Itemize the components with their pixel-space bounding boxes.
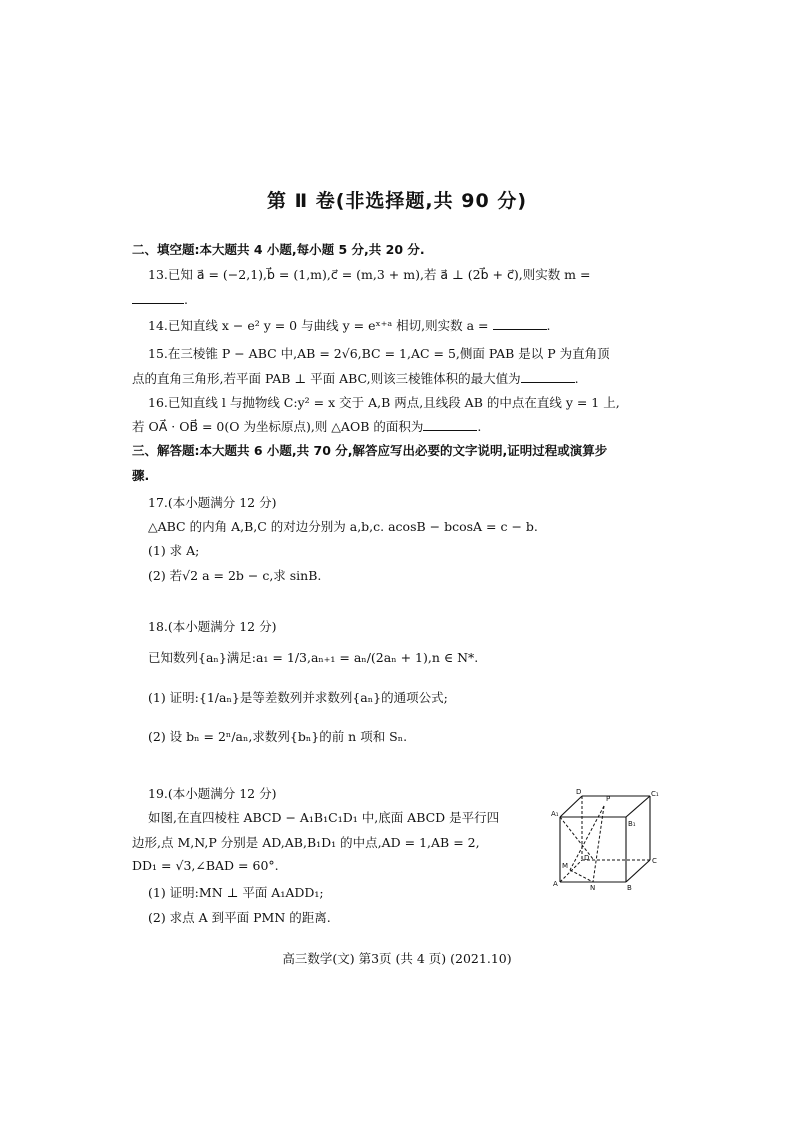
- q18-part2: (2) 设 bₙ = 2ⁿ/aₙ,求数列{bₙ}的前 n 项和 Sₙ.: [148, 729, 408, 744]
- label-c1: C₁: [651, 790, 659, 798]
- label-p: P: [606, 795, 611, 803]
- page-footer: 高三数学(文) 第3页 (共 4 页) (2021.10): [282, 951, 512, 966]
- q17-part1: (1) 求 A;: [148, 543, 200, 558]
- page-title: 第 Ⅱ 卷(非选择题,共 90 分): [267, 190, 527, 212]
- q13-line2: .: [132, 291, 188, 307]
- section-3-heading-line1: 三、解答题:本大题共 6 小题,共 70 分,解答应写出必要的文字说明,证明过程或演算步: [132, 443, 608, 458]
- q19-stem-line3: DD₁ = √3,∠BAD = 60°.: [132, 858, 279, 873]
- q14: 14.已知直线 x − e² y = 0 与曲线 y = eˣ⁺ᵃ 相切,则实数 a = .: [148, 318, 551, 333]
- q19-stem-line1: 如图,在直四棱柱 ABCD − A₁B₁C₁D₁ 中,底面 ABCD 是平行四: [148, 810, 500, 825]
- q13-line1: 13.已知 a⃗ = (−2,1),b⃗ = (1,m),c⃗ = (m,3 + m),若 a⃗ ⊥ (2b⃗ + c⃗),则实数 m =: [148, 267, 591, 282]
- section-3-heading-line2: 骤.: [132, 468, 150, 483]
- label-b1: B₁: [628, 820, 636, 828]
- section-2-heading: 二、填空题:本大题共 4 小题,每小题 5 分,共 20 分.: [132, 242, 425, 257]
- edge-c1-b1: [626, 796, 650, 817]
- q16-line1: 16.已知直线 l 与抛物线 C:y² = x 交于 A,B 两点,且线段 AB 的中点在直线 y = 1 上,: [148, 395, 620, 410]
- q15-line2: 点的直角三角形,若平面 PAB ⊥ 平面 ABC,则该三棱锥体积的最大值为 .: [132, 371, 579, 386]
- q16-line2: 若 OA⃗ · OB⃗ = 0(O 为坐标原点),则 △AOB 的面积为 .: [132, 419, 482, 434]
- q18-stem: 已知数列{aₙ}满足:a₁ = 1/3,aₙ₊₁ = aₙ/(2aₙ + 1),n ∈ N*.: [148, 650, 479, 665]
- label-b: B: [627, 884, 632, 892]
- segment-m-n: [570, 870, 593, 882]
- q19-part1: (1) 证明:MN ⊥ 平面 A₁ADD₁;: [148, 885, 324, 900]
- q17-title: 17.(本小题满分 12 分): [148, 495, 277, 510]
- q18-title: 18.(本小题满分 12 分): [148, 619, 277, 634]
- q18-part1: (1) 证明:{1/aₙ}是等差数列并求数列{aₙ}的通项公式;: [148, 690, 448, 705]
- label-d1: D: [576, 788, 582, 796]
- prism-figure: [548, 784, 666, 894]
- q17-part2: (2) 若√2 a = 2b − c,求 sinB.: [148, 568, 322, 583]
- q16-answer-blank: [423, 418, 477, 431]
- label-n: N: [590, 884, 596, 892]
- q17-stem: △ABC 的内角 A,B,C 的对边分别为 a,b,c. acosB − bcosA = c − b.: [148, 519, 538, 534]
- edge-a1-d1: [560, 796, 582, 817]
- edge-b-c: [626, 860, 650, 882]
- label-a1: A₁: [551, 810, 559, 818]
- q13-answer-blank: [132, 291, 184, 304]
- label-d: D: [584, 854, 590, 862]
- q14-answer-blank: [493, 317, 547, 330]
- label-m: M: [562, 862, 569, 870]
- segment-a1-o: [560, 817, 593, 859]
- q15-line1: 15.在三棱锥 P − ABC 中,AB = 2√6,BC = 1,AC = 5,侧面 PAB 是以 P 为直角顶: [148, 346, 610, 361]
- q19-title: 19.(本小题满分 12 分): [148, 786, 277, 801]
- label-a: A: [553, 880, 558, 888]
- q15-answer-blank: [521, 370, 575, 383]
- label-c: C: [652, 857, 657, 865]
- q19-stem-line2: 边形,点 M,N,P 分别是 AD,AB,B₁D₁ 的中点,AD = 1,AB = 2,: [132, 835, 480, 850]
- q19-part2: (2) 求点 A 到平面 PMN 的距离.: [148, 910, 331, 925]
